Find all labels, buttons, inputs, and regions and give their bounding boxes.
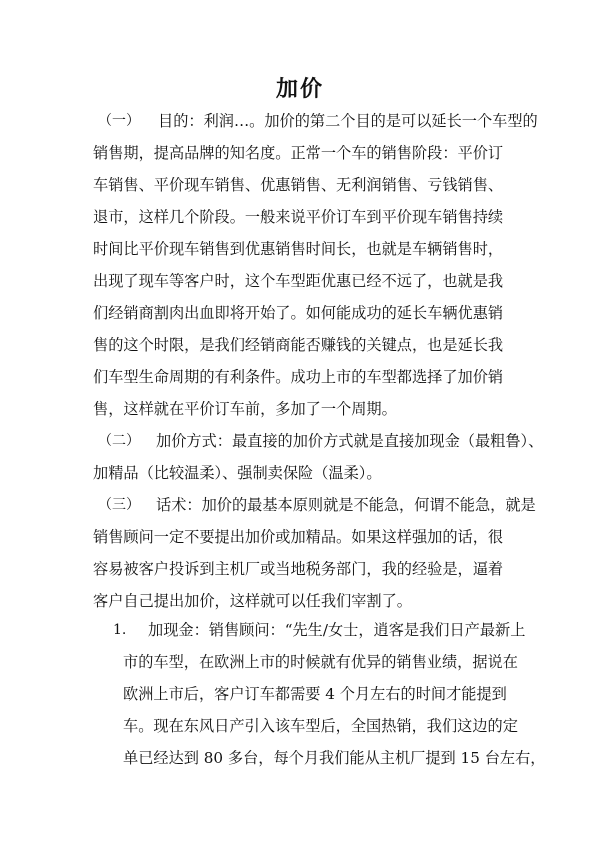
section-1-line-4: 退市，这样几个阶段。一般来说平价订车到平价现车销售持续	[93, 208, 504, 226]
page-title: 加价	[275, 76, 324, 102]
section-3-line-1: 话术：加价的最基本原则就是不能急，何谓不能急，就是	[156, 496, 536, 514]
item-1-line-4: 车。现在东风日产引入该车型后，全国热销，我们这边的定	[123, 717, 518, 735]
section-2-marker: （二）	[98, 433, 140, 449]
section-1-marker: （一）	[98, 113, 140, 129]
section-1-line-1: 目的：利润…。加价的第二个目的是可以延长一个车型的	[158, 112, 538, 130]
item-1-line-2: 市的车型，在欧洲上市的时候就有优异的销售业绩，据说在	[123, 653, 518, 671]
section-1-line-2: 销售期，提高品牌的知名度。正常一个车的销售阶段：平价订	[93, 144, 504, 162]
section-1-line-10: 售，这样就在平价订车前，多加了一个周期。	[93, 400, 397, 418]
section-1-line-5: 时间比平价现车销售到优惠销售时间长，也就是车辆销售时，	[93, 240, 504, 258]
section-1-line-7: 们经销商割肉出血即将开始了。如何能成功的延长车辆优惠销	[93, 304, 504, 322]
item-1-marker: 1.	[113, 622, 127, 638]
section-2-line-1: 加价方式：最直接的加价方式就是直接加现金（最粗鲁）、	[156, 432, 544, 450]
section-1-line-9: 们车型生命周期的有利条件。成功上市的车型都选择了加价销	[93, 368, 504, 386]
section-1-line-8: 售的这个时限，是我们经销商能否赚钱的关键点，也是延长我	[93, 336, 504, 354]
section-1-line-3: 车销售、平价现车销售、优惠销售、无利润销售、亏钱销售、	[93, 176, 504, 194]
section-3-line-4: 客户自己提出加价，这样就可以任我们宰割了。	[93, 592, 412, 610]
section-3-line-2: 销售顾问一定不要提出加价或加精品。如果这样强加的话，很	[93, 528, 504, 546]
item-1-line-5: 单已经达到 80 多台，每个月我们能从主机厂提到 15 台左右，	[123, 749, 546, 767]
item-1-line-1: 加现金：销售顾问：“先生/女士，逍客是我们日产最新上	[148, 621, 526, 639]
section-2-line-2: 加精品（比较温柔）、强制卖保险（温柔）。	[93, 464, 382, 482]
section-1-line-6: 出现了现车等客户时，这个车型距优惠已经不远了，也就是我	[93, 272, 504, 290]
section-3-marker: （三）	[98, 497, 140, 513]
section-3-line-3: 容易被客户投诉到主机厂或当地税务部门，我的经验是，逼着	[93, 560, 504, 578]
item-1-line-3: 欧洲上市后，客户订车都需要 4 个月左右的时间才能提到	[123, 685, 507, 703]
